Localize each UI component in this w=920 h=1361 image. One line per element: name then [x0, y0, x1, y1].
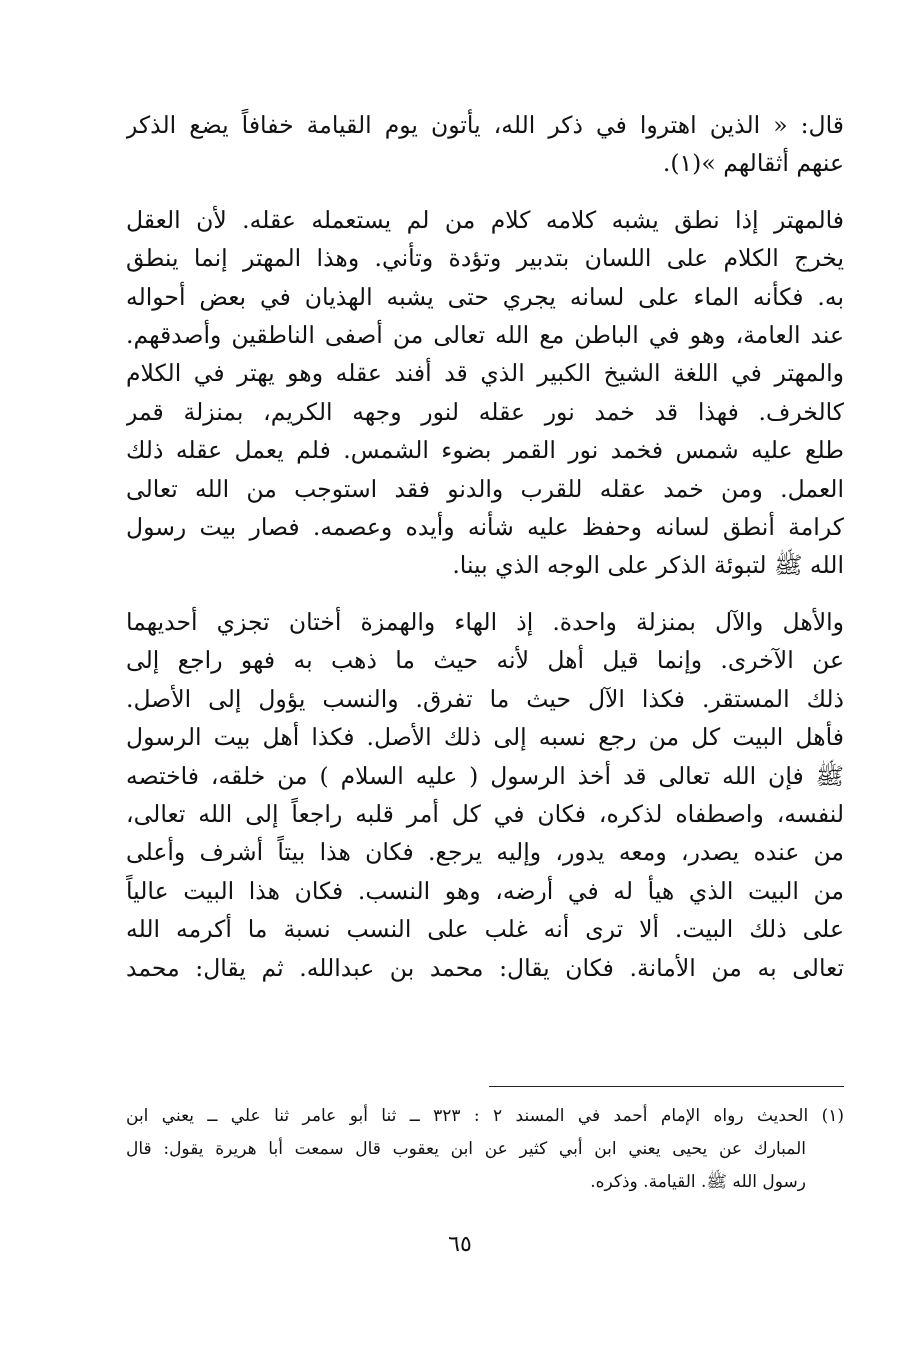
text-line: عند العامة، وهو في الباطن مع الله تعالى من أصفى الناطقين وأصدقهم.: [126, 321, 844, 350]
text-line: من البيت الذي هيأ له في أرضه، وهو النسب. فكان هذا البيت عالياً: [126, 876, 844, 905]
text-line: والمهتر في اللغة الشيخ الكبير الذي قد أفند عقله وهو يهتر في الكلام: [126, 359, 844, 388]
text-line: لنفسه، واصطفاه لذكره، فكان في كل أمر قلبه راجعاً إلى الله تعالى،: [126, 799, 844, 828]
main-text: [126, 106, 844, 987]
text-line: من عنده يصدر، ومعه يدور، وإليه يرجع. فكان هذا بيتاً أشرف وأعلى: [126, 838, 844, 867]
page-number: ٦٥: [448, 1232, 472, 1257]
text-line: فأهل البيت كل من رجع نسبه إلى ذلك الأصل. فكذا أهل بيت الرسول: [126, 723, 844, 752]
text-line: العمل. ومن خمد عقله للقرب والدنو فقد استوجب من الله تعالى: [126, 474, 844, 503]
text-line: به. فكأنه الماء على لسانه يجري حتى يشبه الهذيان في بعض أحواله: [126, 282, 844, 311]
paragraph-1: [126, 106, 844, 183]
text-line: طلع عليه شمس فخمد نور القمر بضوء الشمس. فلم يعمل عقله ذلك: [126, 436, 844, 465]
text-line: يخرج الكلام على اللسان بتدبير وتؤدة وتأني. وهذا المهتر إنما ينطق: [126, 244, 844, 273]
text-line: والأهل والآل بمنزلة واحدة. إذ الهاء والهمزة أختان تجزي أحديهما: [126, 607, 844, 636]
page-content: [126, 106, 844, 1192]
text-line: كالخرف. فهذا قد خمد نور عقله لنور وجهه الكريم، بمنزلة قمر: [126, 397, 844, 426]
text-line: عنهم أثقالهم »(١).: [662, 149, 844, 178]
paragraph-3: [126, 603, 844, 987]
footnote-line: رسول الله ﷺ. القيامة. وذكره.: [590, 1172, 806, 1192]
text-line: ذلك المستقر. فكذا الآل حيث ما تفرق. والنسب يؤول إلى الأصل.: [126, 684, 844, 713]
text-line: قال: « الذين اهتروا في ذكر الله، يأتون يوم القيامة خفافاً يضع الذكر: [126, 111, 844, 139]
text-line: ﷺ فإن الله تعالى قد أخذ الرسول ( عليه السلام ) من خلقه، فاختصه: [126, 761, 844, 790]
footnote: [126, 1100, 844, 1199]
text-line: كرامة أنطق لسانه وحفظ عليه شأنه وأيده وعصمه. فصار بيت رسول: [126, 513, 844, 542]
text-line: تعالى به من الأمانة. فكان يقال: محمد بن عبدالله. ثم يقال: محمد: [126, 953, 844, 982]
footnote-line: المبارك عن يحيى يعني ابن أبي كثير عن ابن يعقوب قال سمعت أبا هريرة يقول: قال: [126, 1139, 806, 1159]
footnote-divider: [489, 1086, 844, 1087]
paragraph-2: [126, 201, 844, 585]
text-line: على ذلك البيت. ألا ترى أنه غلب على النسب نسبة ما أكرمه الله: [126, 915, 844, 944]
text-line: الله ﷺ لتبوئة الذكر على الوجه الذي بينا.: [452, 551, 844, 580]
text-line: فالمهتر إذا نطق يشبه كلامه كلام من لم يستعمله عقله. لأن العقل: [126, 205, 844, 234]
text-line: عن الآخرى. وإنما قيل أهل لأنه حيث ما ذهب به فهو راجع إلى: [126, 646, 844, 675]
footnote-line: (١) الحديث رواه الإمام أحمد في المسند ٢ : ٣٢٣ ــ ثنا أبو عامر ثنا علي ــ يعني ابن: [126, 1106, 844, 1126]
